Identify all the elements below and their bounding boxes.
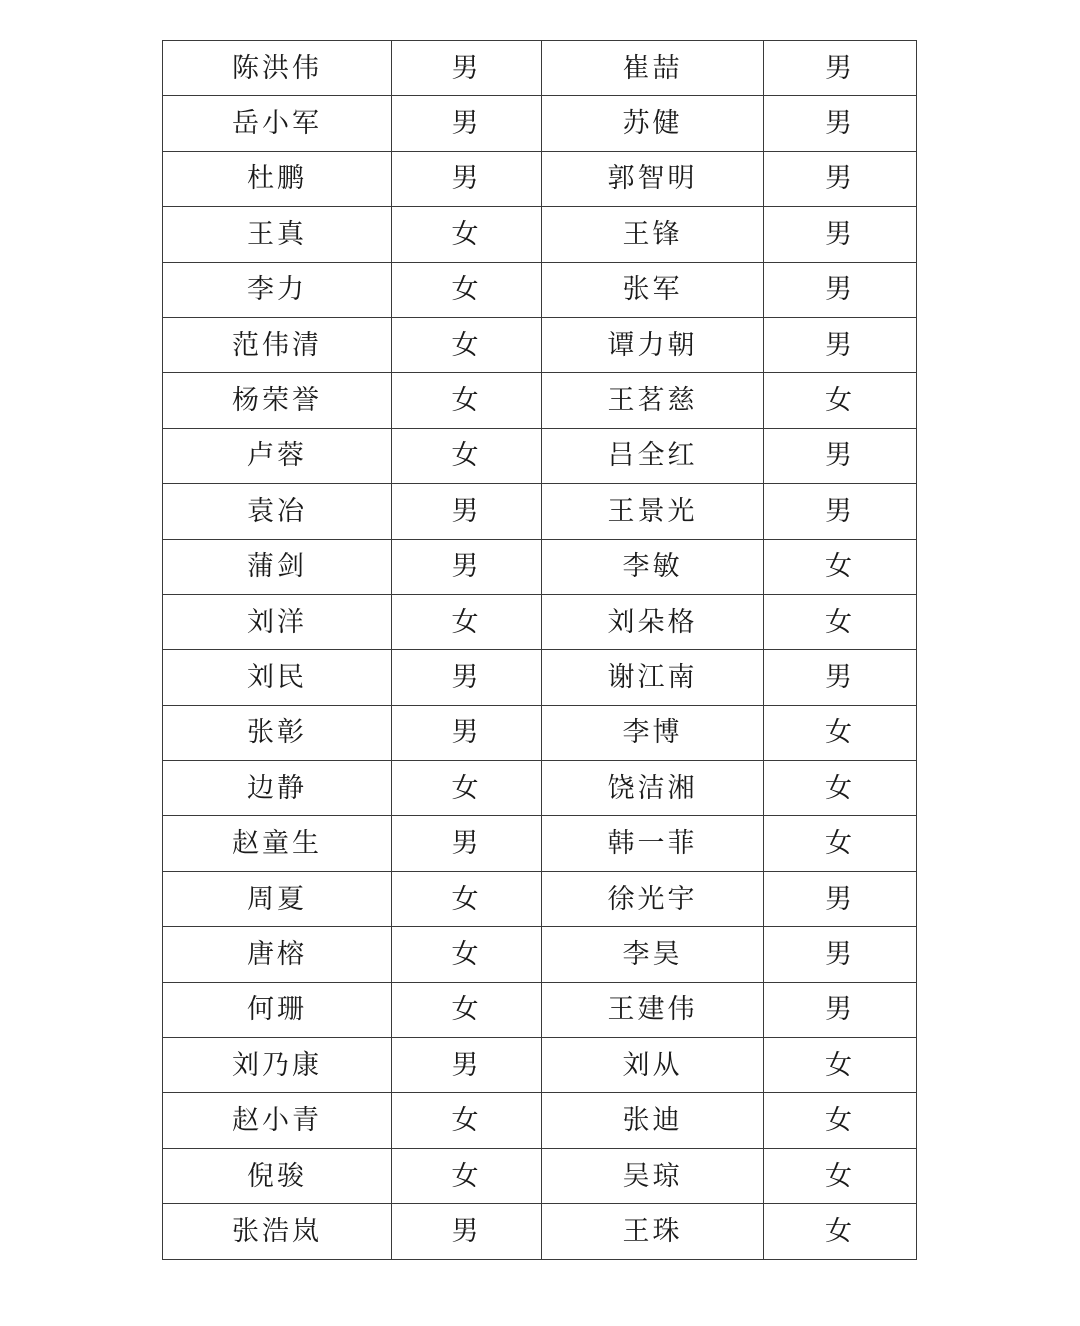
name-cell-right: 谢江南 [542,650,764,705]
name-cell-right: 李敏 [542,539,764,594]
name-cell-left: 刘洋 [163,594,392,649]
gender-cell-left: 男 [392,151,542,206]
name-cell-right: 饶洁湘 [542,761,764,816]
gender-cell-left: 女 [392,428,542,483]
gender-cell-right: 男 [764,484,917,539]
table-row [163,539,917,594]
name-cell-left: 蒲剑 [163,539,392,594]
name-cell-right: 王珠 [542,1204,764,1259]
roster-sheet [162,40,916,1260]
gender-cell-right: 女 [764,594,917,649]
name-cell-left: 张浩岚 [163,1204,392,1259]
gender-cell-left: 女 [392,761,542,816]
name-cell-right: 李博 [542,705,764,760]
name-cell-left: 岳小军 [163,96,392,151]
name-cell-left: 李力 [163,262,392,317]
name-cell-right: 吕全红 [542,428,764,483]
name-cell-right: 郭智明 [542,151,764,206]
table-row [163,41,917,96]
name-cell-left: 周夏 [163,871,392,926]
name-cell-left: 何珊 [163,982,392,1037]
table-row [163,484,917,539]
table-row [163,317,917,372]
table-row [163,373,917,428]
table-row [163,705,917,760]
gender-cell-left: 男 [392,705,542,760]
table-row [163,594,917,649]
gender-cell-left: 男 [392,96,542,151]
gender-cell-right: 男 [764,96,917,151]
table-row [163,761,917,816]
gender-cell-left: 女 [392,317,542,372]
table-row [163,1148,917,1203]
gender-cell-right: 男 [764,41,917,96]
name-cell-right: 张迪 [542,1093,764,1148]
gender-cell-right: 男 [764,650,917,705]
gender-cell-left: 女 [392,262,542,317]
name-cell-right: 刘从 [542,1038,764,1093]
gender-cell-right: 女 [764,373,917,428]
gender-cell-right: 男 [764,317,917,372]
gender-cell-right: 女 [764,761,917,816]
name-cell-left: 张彰 [163,705,392,760]
name-cell-left: 杜鹏 [163,151,392,206]
table-row [163,151,917,206]
table-row [163,871,917,926]
gender-cell-right: 女 [764,705,917,760]
name-cell-right: 王茗慈 [542,373,764,428]
roster-table [162,40,917,1260]
name-cell-left: 刘民 [163,650,392,705]
table-row [163,1093,917,1148]
gender-cell-left: 女 [392,1148,542,1203]
gender-cell-left: 女 [392,871,542,926]
gender-cell-left: 男 [392,41,542,96]
name-cell-left: 倪骏 [163,1148,392,1203]
name-cell-right: 谭力朝 [542,317,764,372]
name-cell-right: 王景光 [542,484,764,539]
name-cell-right: 吴琼 [542,1148,764,1203]
name-cell-left: 王真 [163,207,392,262]
table-row [163,927,917,982]
gender-cell-right: 女 [764,1038,917,1093]
name-cell-left: 陈洪伟 [163,41,392,96]
name-cell-right: 韩一菲 [542,816,764,871]
name-cell-right: 崔喆 [542,41,764,96]
name-cell-left: 赵小青 [163,1093,392,1148]
name-cell-left: 卢蓉 [163,428,392,483]
gender-cell-left: 女 [392,982,542,1037]
name-cell-right: 王锋 [542,207,764,262]
gender-cell-right: 男 [764,262,917,317]
gender-cell-right: 女 [764,1148,917,1203]
gender-cell-left: 女 [392,1093,542,1148]
gender-cell-left: 男 [392,1204,542,1259]
table-row [163,96,917,151]
gender-cell-left: 女 [392,373,542,428]
table-row [163,428,917,483]
table-row [163,650,917,705]
gender-cell-right: 男 [764,151,917,206]
name-cell-left: 刘乃康 [163,1038,392,1093]
gender-cell-right: 女 [764,1204,917,1259]
gender-cell-left: 女 [392,927,542,982]
gender-cell-left: 男 [392,1038,542,1093]
gender-cell-left: 女 [392,594,542,649]
table-row [163,982,917,1037]
name-cell-left: 边静 [163,761,392,816]
gender-cell-left: 女 [392,207,542,262]
name-cell-right: 王建伟 [542,982,764,1037]
name-cell-left: 袁冶 [163,484,392,539]
gender-cell-right: 男 [764,871,917,926]
table-row [163,1038,917,1093]
name-cell-left: 赵童生 [163,816,392,871]
table-row [163,207,917,262]
gender-cell-right: 男 [764,428,917,483]
gender-cell-right: 男 [764,982,917,1037]
name-cell-right: 李昊 [542,927,764,982]
gender-cell-left: 男 [392,816,542,871]
table-row [163,816,917,871]
gender-cell-left: 男 [392,484,542,539]
gender-cell-right: 女 [764,816,917,871]
gender-cell-left: 男 [392,650,542,705]
name-cell-left: 杨荣誉 [163,373,392,428]
name-cell-left: 范伟清 [163,317,392,372]
name-cell-left: 唐榕 [163,927,392,982]
table-row [163,262,917,317]
name-cell-right: 徐光宇 [542,871,764,926]
gender-cell-right: 男 [764,927,917,982]
table-row [163,1204,917,1259]
gender-cell-left: 男 [392,539,542,594]
gender-cell-right: 男 [764,207,917,262]
name-cell-right: 苏健 [542,96,764,151]
name-cell-right: 张军 [542,262,764,317]
gender-cell-right: 女 [764,1093,917,1148]
name-cell-right: 刘朵格 [542,594,764,649]
gender-cell-right: 女 [764,539,917,594]
